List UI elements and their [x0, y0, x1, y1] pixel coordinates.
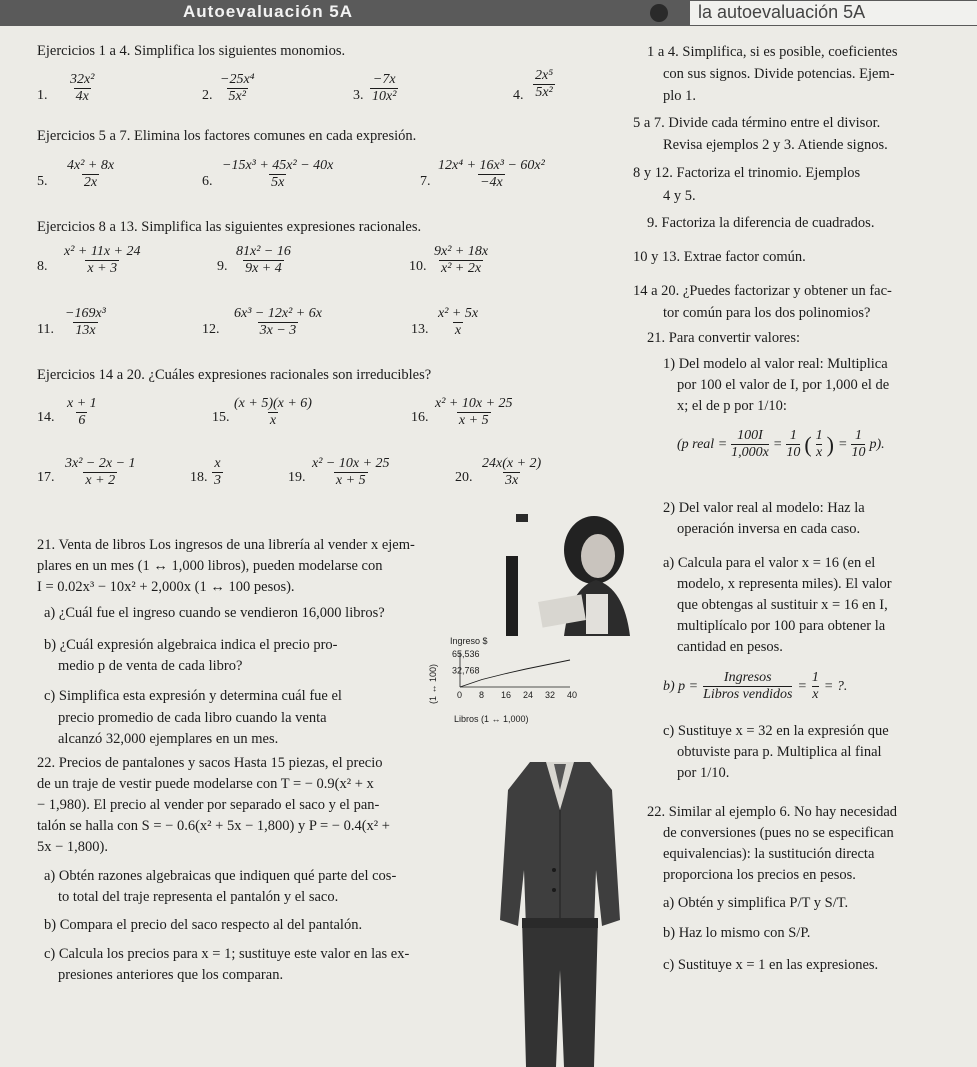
- header-side-title: la autoevaluación 5A: [698, 2, 866, 22]
- ex20-numerator: 24x(x + 2): [482, 456, 542, 471]
- hint-r16-frac2: [786, 428, 800, 461]
- ex16-fraction: [433, 396, 515, 429]
- ex8-fraction: [62, 244, 142, 277]
- hint-r16-suffix: p).: [869, 436, 885, 452]
- hint-r24-formula: [663, 670, 847, 703]
- ex6-numerator: −15x³ + 45x² − 40x: [222, 158, 334, 173]
- chart-x-tick-label: 8: [479, 690, 485, 700]
- header-bar: [0, 0, 977, 26]
- hint-r14: por 100 el valor de I, por 1,000 el de: [677, 377, 890, 393]
- hint-r24-frac2: [812, 670, 819, 703]
- hint-r16-formula: (p real = $\frac{100I}{1,000x}$ = $\frac{1}{10}$ ( $\frac{1}{x}$ ) = $\frac{1}{10}$ p).: [677, 428, 885, 460]
- problem22-line1: 22. Precios de pantalones y sacos Hasta 15 piezas, el precio: [37, 755, 383, 771]
- hint-r24-frac2-num: 1: [811, 670, 819, 685]
- hint-r16-equals2: =: [837, 436, 848, 452]
- ex6-fraction: [220, 158, 335, 191]
- ex17-numerator: 3x² − 2x − 1: [65, 456, 136, 471]
- ex7-numerator: 12x⁴ + 16x³ − 60x²: [438, 158, 545, 173]
- hint-r16-frac4: [851, 428, 865, 461]
- hint-r32: a) Obtén y simplifica P/T y S/T.: [663, 895, 849, 911]
- ex14-numerator: x + 1: [67, 396, 97, 411]
- ex10-fraction: [432, 244, 490, 277]
- chart-x-tick-label: 0: [457, 690, 463, 700]
- hint-r2: con sus signos. Divide potencias. Ejem-: [663, 66, 895, 82]
- chart-y-tick-label: 65,536: [452, 649, 480, 660]
- ex18-numerator: x: [214, 456, 221, 471]
- chart-x-tick-label: 40: [567, 690, 578, 700]
- hint-r7: 4 y 5.: [663, 188, 696, 204]
- ex16-denominator: x + 5: [458, 413, 489, 428]
- problem21-question-b2: medio p de venta de cada libro?: [58, 658, 243, 674]
- hint-r16-equals1: =: [772, 436, 783, 452]
- ex1-number: 1.: [37, 88, 48, 103]
- ex7-number: 7.: [420, 174, 431, 189]
- ex6-number: 6.: [202, 174, 213, 189]
- hint-r4: 5 a 7. Divide cada término entre el divisor.: [633, 115, 881, 131]
- ex9-number: 9.: [217, 259, 228, 274]
- hint-r8: 9. Factoriza la diferencia de cuadrados.: [647, 215, 875, 231]
- chart-title: Ingreso $: [450, 636, 488, 646]
- ex9-numerator: 81x² − 16: [236, 244, 291, 259]
- ex20-fraction: [480, 456, 543, 489]
- problem22-question-c2: presiones anteriores que los comparan.: [58, 967, 284, 983]
- hint-r29: de conversiones (pues no se especifican: [663, 825, 894, 841]
- ex3-denominator: 10x²: [372, 89, 397, 104]
- problem21-question-b1: b) ¿Cuál expresión algebraica indica el precio pro-: [44, 637, 338, 653]
- ex11-fraction: [63, 306, 108, 339]
- problem22-question-c1: c) Calcula los precios para x = 1; sustituye este valor en las ex-: [44, 946, 410, 962]
- hint-r10: 14 a 20. ¿Puedes factorizar y obtener un fac-: [633, 283, 892, 299]
- chart-x-tick-label: 32: [545, 690, 556, 700]
- ex14-denominator: 6: [78, 413, 86, 428]
- ex5-denominator: 2x: [83, 175, 98, 190]
- ex18-number: 18.: [190, 470, 208, 485]
- hint-r26: obtuviste para p. Multiplica al final: [677, 744, 882, 760]
- problem21-line2: plares en un mes (1 ↔ 1,000 libros), pueden modelarse con: [37, 558, 383, 574]
- ex11-denominator: 13x: [75, 323, 96, 338]
- hint-r11: tor común para los dos polinomios?: [663, 305, 871, 321]
- hint-r24-suffix: = ?.: [823, 678, 848, 694]
- hint-r9: 10 y 13. Extrae factor común.: [633, 249, 806, 265]
- ex2-number: 2.: [202, 88, 213, 103]
- section3-heading: Ejercicios 8 a 13. Simplifica las siguientes expresiones racionales.: [37, 219, 422, 235]
- ex12-number: 12.: [202, 322, 220, 337]
- problem21-question-c2: precio promedio de cada libro cuando la venta: [58, 710, 327, 726]
- hint-r24-frac2-den: x: [812, 687, 819, 702]
- hint-r25: c) Sustituye x = 32 en la expresión que: [663, 723, 889, 739]
- ex20-number: 20.: [455, 470, 473, 485]
- hint-r16-prefix: (p real =: [677, 436, 728, 452]
- problem22-question-a2: to total del traje representa el pantalón y el saco.: [58, 889, 339, 905]
- section4-heading: Ejercicios 14 a 20. ¿Cuáles expresiones racionales son irreducibles?: [37, 367, 432, 383]
- hint-r30: equivalencias): la sustitución directa: [663, 846, 875, 862]
- ex11-number: 11.: [37, 322, 54, 337]
- ex1-denominator: 4x: [75, 89, 89, 104]
- ex1-numerator: 32x²: [70, 72, 95, 87]
- ex15-fraction: [232, 396, 314, 429]
- hint-r6: 8 y 12. Factoriza el trinomio. Ejemplos: [633, 165, 861, 181]
- ex4-denominator: 5x²: [535, 85, 553, 100]
- ex8-denominator: x + 3: [87, 261, 118, 276]
- ex4-numerator: 2x⁵: [535, 68, 554, 83]
- hint-r23: cantidad en pesos.: [677, 639, 783, 655]
- header-side-box: [690, 1, 977, 25]
- problem22-line5: 5x − 1,800).: [37, 839, 109, 855]
- header-title: Autoevaluación 5A: [183, 2, 354, 21]
- problem21-line3: I = 0.02x³ − 10x² + 2,000x (1 ↔ 100 pesos).: [37, 579, 295, 595]
- ex10-numerator: 9x² + 18x: [434, 244, 489, 259]
- hint-r24-frac1-num: Ingresos: [723, 670, 772, 685]
- ex19-numerator: x² − 10x + 25: [312, 456, 390, 471]
- ex15-denominator: x: [269, 413, 277, 428]
- hint-r20: modelo, x representa miles). El valor: [677, 576, 892, 592]
- hint-r16-frac1-den: 1,000x: [731, 445, 769, 460]
- hint-r33: b) Haz lo mismo con S/P.: [663, 925, 811, 941]
- ex6-denominator: 5x: [271, 175, 285, 190]
- hint-r34: c) Sustituye x = 1 en las expresiones.: [663, 957, 879, 973]
- ex19-fraction: [310, 456, 392, 489]
- suit-photo: [490, 750, 630, 1067]
- ex2-fraction: [218, 72, 257, 105]
- chart-y-tick-label: 32,768: [452, 665, 480, 676]
- problem21-question-c3: alcanzó 32,000 ejemplares en un mes.: [58, 731, 279, 747]
- hint-r24-prefix: b) p =: [663, 678, 699, 694]
- hint-r5: Revisa ejemplos 2 y 3. Atiende signos.: [663, 137, 888, 153]
- ex15-numerator: (x + 5)(x + 6): [234, 396, 312, 411]
- hint-r3: plo 1.: [663, 88, 697, 104]
- hint-r17: 2) Del valor real al modelo: Haz la: [663, 500, 865, 516]
- ex8-numerator: x² + 11x + 24: [64, 244, 141, 259]
- ex19-number: 19.: [288, 470, 306, 485]
- ex3-number: 3.: [353, 88, 364, 103]
- hint-r22: multiplícalo por 100 para obtener la: [677, 618, 886, 634]
- hint-r15: x; el de p por 1/10:: [677, 398, 787, 414]
- ex10-denominator: x² + 2x: [441, 261, 482, 276]
- problem22-question-b: b) Compara el precio del saco respecto al del pantalón.: [44, 917, 363, 933]
- hint-r12: 21. Para convertir valores:: [647, 330, 801, 346]
- problem21-line1: 21. Venta de libros Los ingresos de una librería al vender x ejem-: [37, 537, 415, 553]
- ex5-number: 5.: [37, 174, 48, 189]
- chart-y-label: (1 ↔ 100): [428, 663, 438, 704]
- chart-tick-group: [452, 649, 577, 700]
- ex7-fraction: [436, 158, 547, 191]
- problem21-question-a: a) ¿Cuál fue el ingreso cuando se vendieron 16,000 libros?: [44, 605, 385, 621]
- hint-r16-frac3: [816, 428, 823, 461]
- ex4-number: 4.: [513, 88, 524, 103]
- ex2-numerator: −25x⁴: [220, 72, 255, 87]
- ex17-denominator: x + 2: [85, 473, 116, 488]
- ex19-denominator: x + 5: [335, 473, 366, 488]
- ex2-denominator: 5x²: [228, 89, 246, 104]
- hint-r27: por 1/10.: [677, 765, 730, 781]
- header-marker-icon: [650, 4, 668, 22]
- hint-r16-frac1: [731, 428, 769, 461]
- ex1-fraction: [68, 72, 96, 105]
- ex5-numerator: 4x² + 8x: [67, 158, 115, 173]
- ex18-denominator: 3: [214, 473, 221, 488]
- hint-r21: que obtengas al sustituir x = 16 en I,: [677, 597, 888, 613]
- ex9-denominator: 9x + 4: [245, 261, 282, 276]
- hint-r28: 22. Similar al ejemplo 6. No hay necesidad: [647, 804, 898, 820]
- ex3-numerator: −7x: [372, 72, 396, 87]
- ex13-numerator: x² + 5x: [438, 306, 479, 321]
- section2-heading: Ejercicios 5 a 7. Elimina los factores comunes en cada expresión.: [37, 128, 417, 144]
- ex8-number: 8.: [37, 259, 48, 274]
- hint-r24-frac1-den: Libros vendidos: [703, 687, 793, 702]
- ex16-number: 16.: [411, 410, 429, 425]
- ex17-fraction: [63, 456, 138, 489]
- hint-r19: a) Calcula para el valor x = 16 (en el: [663, 555, 876, 571]
- ex12-fraction: [232, 306, 324, 339]
- chart-x-tick-label: 16: [501, 690, 512, 700]
- hint-r16-frac2-num: 1: [789, 428, 797, 443]
- ex18-fraction: [212, 456, 223, 489]
- ex9-fraction: [234, 244, 293, 277]
- problem22-line3: − 1,980). El precio al vender por separado el saco y el pan-: [37, 797, 380, 813]
- ex20-denominator: 3x: [504, 473, 519, 488]
- problem21-question-c1: c) Simplifica esta expresión y determina cuál fue el: [44, 688, 342, 704]
- revenue-chart: [420, 632, 600, 738]
- woman-reading-photo: [500, 508, 636, 636]
- hint-r16-frac3-den: x: [816, 445, 823, 460]
- ex5-fraction: [65, 158, 116, 191]
- problem22-line2: de un traje de vestir puede modelarse con T = − 0.9(x² + x: [37, 776, 374, 792]
- problem22-question-a1: a) Obtén razones algebraicas que indiquen qué parte del cos-: [44, 868, 397, 884]
- ex14-number: 14.: [37, 410, 55, 425]
- hint-r24-equals: =: [797, 678, 807, 694]
- chart-x-tick-label: 24: [523, 690, 534, 700]
- ex15-number: 15.: [212, 410, 230, 425]
- ex7-denominator: −4x: [480, 175, 503, 190]
- hint-r13: 1) Del modelo al valor real: Multiplica: [663, 356, 888, 372]
- hint-r31: proporciona los precios en pesos.: [663, 867, 856, 883]
- ex13-fraction: [436, 306, 480, 339]
- chart-x-label: Libros (1 ↔ 1,000): [454, 714, 529, 724]
- hint-r18: operación inversa en cada caso.: [677, 521, 861, 537]
- hint-r16-frac3-num: 1: [815, 428, 823, 443]
- ex10-number: 10.: [409, 259, 427, 274]
- ex11-numerator: −169x³: [65, 306, 106, 321]
- ex12-numerator: 6x³ − 12x² + 6x: [234, 306, 322, 321]
- ex17-number: 17.: [37, 470, 55, 485]
- ex3-fraction: [370, 72, 398, 105]
- ex13-denominator: x: [454, 323, 462, 338]
- hint-r16-frac4-den: 10: [851, 445, 866, 460]
- ex16-numerator: x² + 10x + 25: [435, 396, 513, 411]
- ex14-fraction: [65, 396, 99, 429]
- hint-r1: 1 a 4. Simplifica, si es posible, coeficientes: [647, 44, 898, 60]
- hint-r16-frac4-num: 1: [854, 428, 862, 443]
- section1-heading: Ejercicios 1 a 4. Simplifica los siguientes monomios.: [37, 43, 346, 59]
- ex4-fraction: [533, 68, 555, 101]
- hint-r16-frac1-num: 100I: [737, 428, 763, 443]
- ex13-number: 13.: [411, 322, 429, 337]
- hint-r16-frac2-den: 10: [786, 445, 801, 460]
- hint-r24-frac1: [703, 670, 792, 703]
- problem22-line4: talón se halla con S = − 0.6(x² + 5x − 1,800) y P = − 0.4(x² +: [37, 818, 390, 834]
- ex12-denominator: 3x − 3: [259, 323, 297, 338]
